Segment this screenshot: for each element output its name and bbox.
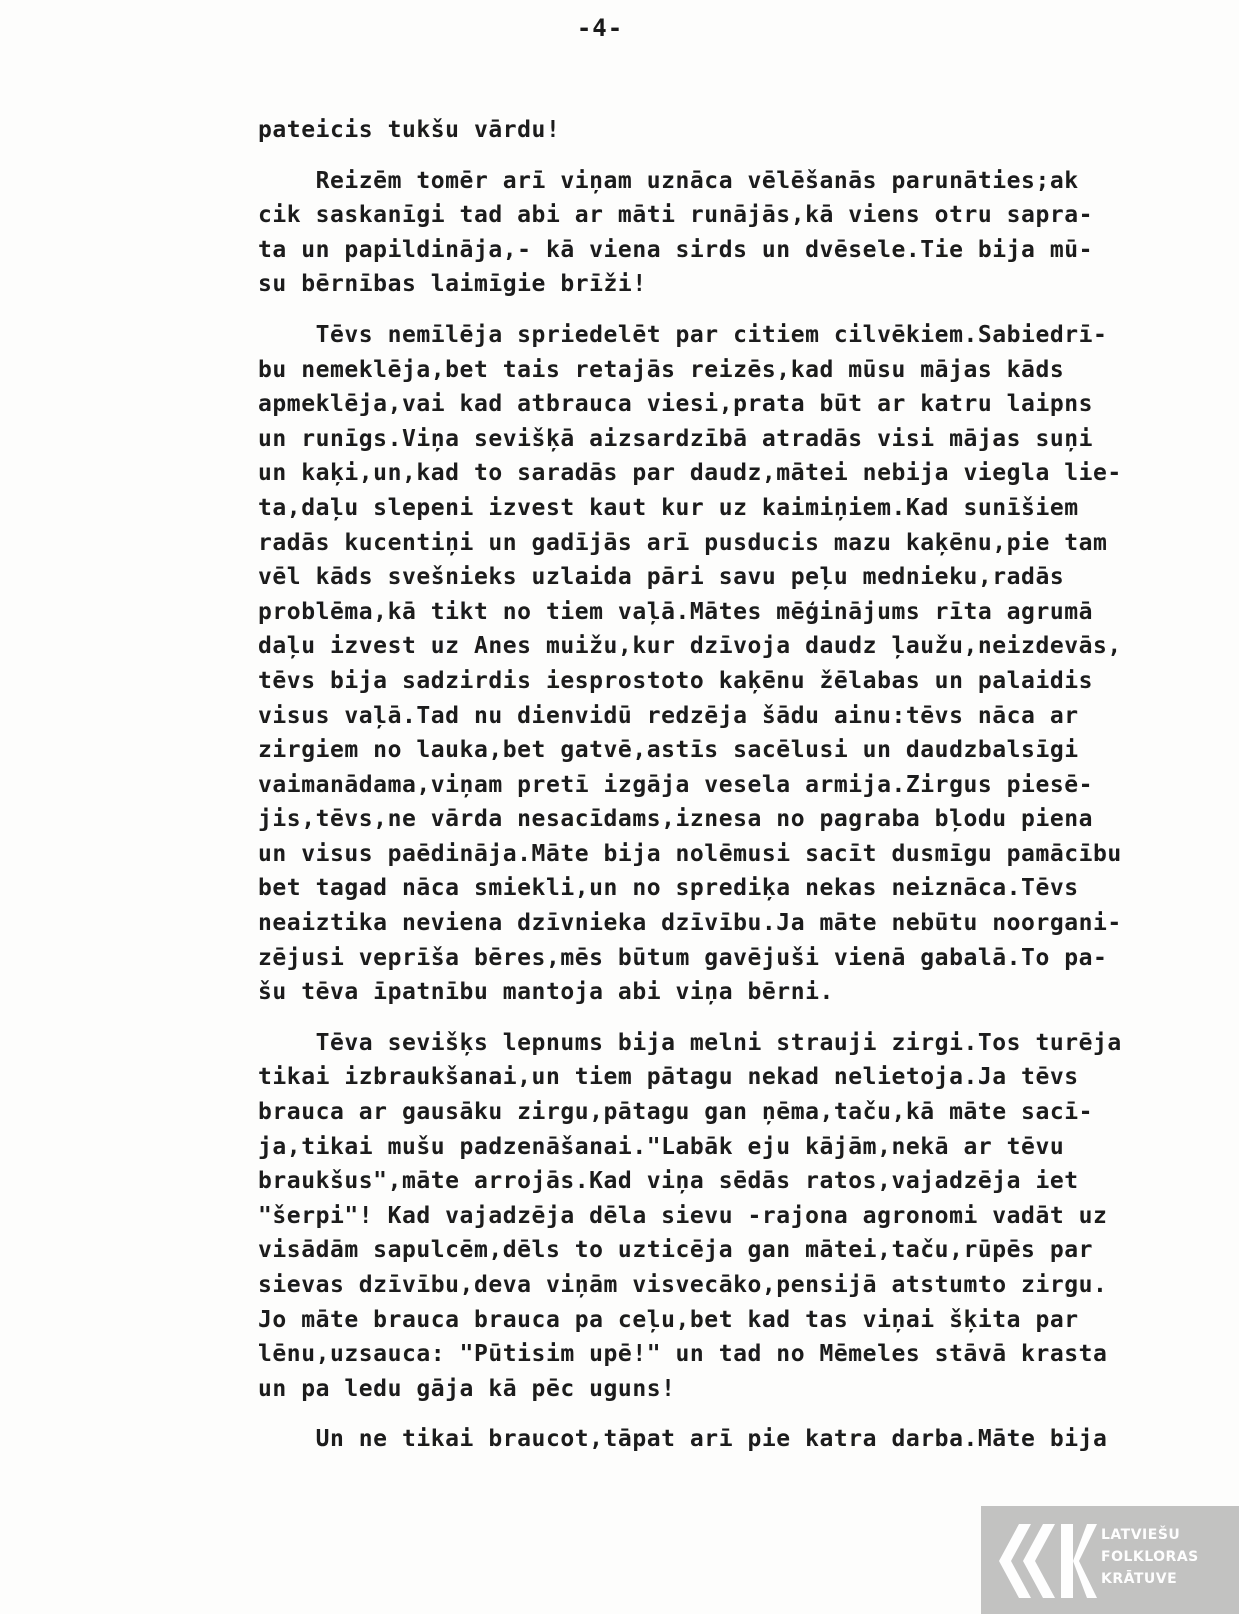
body-text: [258, 113, 1178, 1457]
text-line: cik saskanīgi tad abi ar māti runājās,kā viens otru sapra-: [258, 202, 1094, 229]
text-line: Jo māte brauca brauca pa ceļu,bet kad tas viņai šķita par: [258, 1306, 1079, 1333]
logo-line: LATVIEŠU: [1101, 1527, 1181, 1543]
text-line: vaimanādama,viņam pretī izgāja vesela armija.Zirgus piesē-: [258, 771, 1094, 798]
logo-line: FOLKLORAS: [1101, 1549, 1199, 1565]
text-line: radās kucentiņi un gadījās arī pusducis mazu kaķēnu,pie tam: [258, 529, 1108, 556]
text-line: bet tagad nāca smiekli,un no sprediķa nekas neiznāca.Tēvs: [258, 875, 1079, 902]
text-line: apmeklēja,vai kad atbrauca viesi,prata būt ar katru laipns: [258, 391, 1094, 418]
text-line: su bērnības laimīgie brīži!: [258, 271, 647, 298]
text-line: un pa ledu gāja kā pēc uguns!: [258, 1375, 676, 1402]
text-line: lēnu,uzsauca: "Pūtisim upē!" un tad no Mēmeles stāvā krasta: [258, 1341, 1108, 1368]
archive-logo: [981, 1506, 1239, 1614]
text-line: tēvs bija sadzirdis iesprostoto kaķēnu žēlabas un palaidis: [258, 667, 1094, 694]
paragraph: [258, 113, 1178, 148]
text-line: visādām sapulcēm,dēls to uzticēja gan mātei,taču,rūpēs par: [258, 1237, 1094, 1264]
text-line: šu tēva īpatnību mantoja abi viņa bērni.: [258, 979, 834, 1006]
lfk-mark-icon: [989, 1516, 1097, 1606]
logo-line: KRĀTUVE: [1101, 1571, 1178, 1587]
text-line: neaiztika neviena dzīvnieka dzīvību.Ja māte nebūtu noorgani-: [258, 910, 1122, 937]
paragraph: [258, 318, 1178, 1010]
paragraph: [258, 1026, 1178, 1407]
logo-text: [1101, 1524, 1231, 1590]
text-line: Un ne tikai braucot,tāpat arī pie katra darba.Māte bija: [258, 1426, 1108, 1453]
text-line: visus vaļā.Tad nu dienvidū redzēja šādu ainu:tēvs nāca ar: [258, 702, 1079, 729]
text-line: un kaķi,un,kad to saradās par daudz,mātei nebija viegla lie-: [258, 460, 1122, 487]
text-line: ja,tikai mušu padzenāšanai."Labāk eju kājām,nekā ar tēvu: [258, 1133, 1065, 1160]
text-line: Reizēm tomēr arī viņam uznāca vēlēšanās parunāties;ak: [258, 167, 1079, 194]
text-line: pateicis tukšu vārdu!: [258, 117, 561, 143]
text-line: tikai izbraukšanai,un tiem pātagu nekad nelietoja.Ja tēvs: [258, 1064, 1079, 1091]
text-line: bu nemeklēja,bet tais retajās reizēs,kad mūsu mājas kāds: [258, 356, 1065, 383]
text-line: Tēva sevišķs lepnums bija melni strauji zirgi.Tos turēja: [258, 1029, 1122, 1056]
text-line: zējusi veprīša bēres,mēs būtum gavējuši vienā gabalā.To pa-: [258, 944, 1108, 971]
text-line: un visus paēdināja.Māte bija nolēmusi sacīt dusmīgu pamācību: [258, 840, 1122, 867]
text-line: problēma,kā tikt no tiem vaļā.Mātes mēģinājums rīta agrumā: [258, 598, 1094, 625]
text-line: sievas dzīvību,deva viņām visvecāko,pensijā atstumto zirgu.: [258, 1272, 1108, 1298]
paragraph: [258, 1422, 1178, 1457]
text-line: un runīgs.Viņa sevišķā aizsardzībā atradās visi mājas suņi: [258, 425, 1094, 452]
text-line: brauca ar gausāku zirgu,pātagu gan ņēma,taču,kā māte sacī-: [258, 1099, 1094, 1126]
text-line: ta un papildināja,- kā viena sirds un dvēsele.Tie bija mū-: [258, 236, 1094, 263]
paragraph: [258, 164, 1178, 302]
text-line: Tēvs nemīlēja spriedelēt par citiem cilvēkiem.Sabiedrī-: [258, 321, 1108, 348]
text-line: daļu izvest uz Anes muižu,kur dzīvoja daudz ļaužu,neizdevās,: [258, 633, 1122, 660]
text-line: zirgiem no lauka,bet gatvē,astīs sacēlusi un daudzbalsīgi: [258, 737, 1079, 764]
text-line: braukšus",māte arrojās.Kad viņa sēdās ratos,vajadzēja iet: [258, 1168, 1079, 1195]
page-number: -4-: [576, 14, 624, 42]
text-line: "šerpi"! Kad vajadzēja dēla sievu -rajona agronomi vadāt uz: [258, 1202, 1108, 1229]
text-line: vēl kāds svešnieks uzlaida pāri savu peļu mednieku,radās: [258, 564, 1065, 591]
text-line: ta,daļu slepeni izvest kaut kur uz kaimiņiem.Kad sunīšiem: [258, 494, 1079, 521]
text-line: jis,tēvs,ne vārda nesacīdams,iznesa no pagraba bļodu piena: [258, 806, 1094, 833]
